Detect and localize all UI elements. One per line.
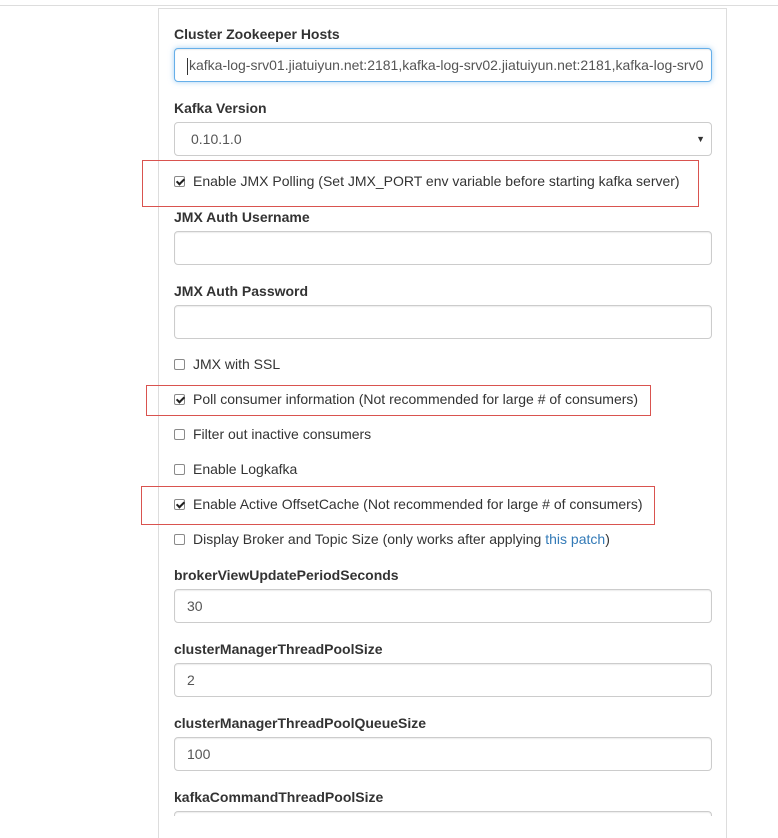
text-caret bbox=[187, 58, 188, 75]
dropdown-arrow-icon: ▼ bbox=[696, 134, 705, 144]
jmx-auth-username-label: JMX Auth Username bbox=[174, 209, 310, 225]
display-size-option[interactable] bbox=[174, 530, 610, 548]
active-offset-cache-label: Enable Active OffsetCache (Not recommended for large # of consumers) bbox=[193, 496, 643, 512]
jmx-polling-option[interactable] bbox=[174, 172, 680, 190]
jmx-auth-password-input[interactable] bbox=[174, 305, 712, 339]
this-patch-link[interactable]: this patch bbox=[545, 531, 606, 547]
jmx-auth-username-input[interactable] bbox=[174, 231, 712, 265]
poll-consumer-option[interactable] bbox=[174, 390, 638, 408]
zookeeper-hosts-label: Cluster Zookeeper Hosts bbox=[174, 26, 340, 42]
zookeeper-hosts-input[interactable] bbox=[174, 48, 712, 82]
broker-view-update-period-input[interactable]: 30 bbox=[174, 589, 712, 623]
jmx-ssl-option[interactable] bbox=[174, 355, 280, 373]
filter-inactive-option[interactable] bbox=[174, 425, 371, 443]
cluster-manager-thread-pool-queue-size-label: clusterManagerThreadPoolQueueSize bbox=[174, 715, 427, 731]
filter-inactive-label: Filter out inactive consumers bbox=[193, 426, 372, 442]
cluster-manager-thread-pool-size-label: clusterManagerThreadPoolSize bbox=[174, 641, 383, 657]
display-size-label-end: ) bbox=[605, 531, 610, 547]
cluster-manager-thread-pool-queue-size-input[interactable]: 100 bbox=[174, 737, 712, 771]
top-divider bbox=[0, 5, 778, 6]
jmx-ssl-label: JMX with SSL bbox=[193, 356, 281, 372]
kafka-command-thread-pool-size-label: kafkaCommandThreadPoolSize bbox=[174, 789, 384, 805]
display-size-label bbox=[193, 530, 610, 548]
kafka-command-thread-pool-size-input[interactable] bbox=[174, 811, 712, 816]
poll-consumer-checkbox[interactable] bbox=[174, 394, 185, 405]
cluster-manager-thread-pool-size-input[interactable]: 2 bbox=[174, 663, 712, 697]
jmx-polling-checkbox[interactable] bbox=[174, 176, 185, 187]
broker-view-update-period-label: brokerViewUpdatePeriodSeconds bbox=[174, 567, 399, 583]
poll-consumer-label: Poll consumer information (Not recommended for large # of consumers) bbox=[193, 391, 639, 407]
jmx-ssl-checkbox[interactable] bbox=[174, 359, 185, 370]
kafka-version-value: 0.10.1.0 bbox=[191, 131, 242, 147]
jmx-auth-password-label: JMX Auth Password bbox=[174, 283, 309, 299]
active-offset-cache-option[interactable] bbox=[174, 495, 643, 513]
logkafka-checkbox[interactable] bbox=[174, 464, 185, 475]
display-size-checkbox[interactable] bbox=[174, 534, 185, 545]
active-offset-cache-checkbox[interactable] bbox=[174, 499, 185, 510]
jmx-polling-label: Enable JMX Polling (Set JMX_PORT env variable before starting kafka server) bbox=[193, 173, 680, 189]
filter-inactive-checkbox[interactable] bbox=[174, 429, 185, 440]
zookeeper-hosts-value: kafka-log-srv01.jiatuiyun.net:2181,kafka-log-srv02.jiatuiyun.net:2181,kafka-log-srv0 bbox=[189, 57, 704, 73]
kafka-version-label: Kafka Version bbox=[174, 100, 267, 116]
kafka-version-select[interactable] bbox=[174, 122, 712, 156]
logkafka-label: Enable Logkafka bbox=[193, 461, 298, 477]
display-size-label-text: Display Broker and Topic Size (only works after applying bbox=[193, 531, 546, 547]
logkafka-option[interactable] bbox=[174, 460, 297, 478]
